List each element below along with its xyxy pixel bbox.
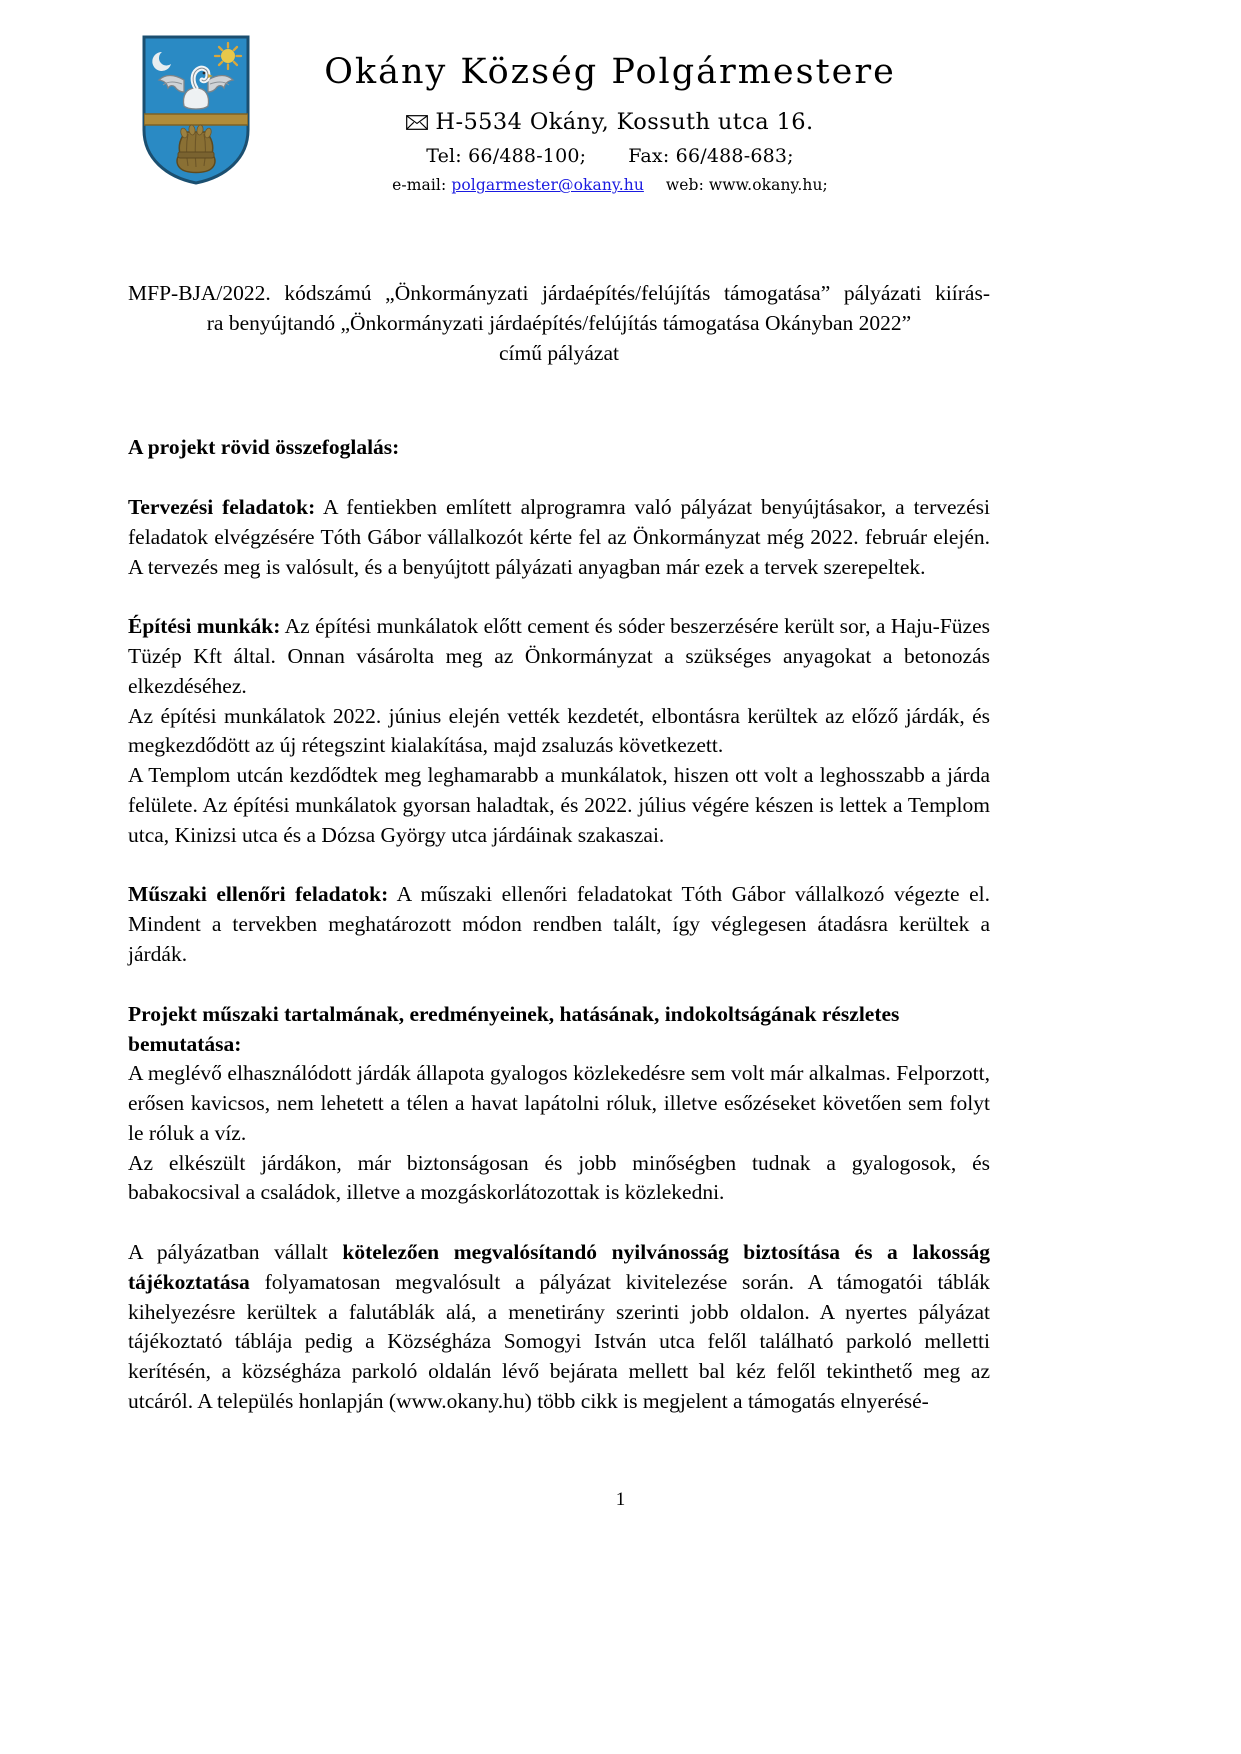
publicity-paragraph — [128, 1238, 990, 1417]
construction-text-1: Az építési munkálatok előtt cement és sóder beszerzésére került sor, a Haju-Füzes Tüzép Kft által. Onnan vásárolta meg az Önkormányzat a szükséges anyagokat a betonozás elkezdéséhez. — [128, 614, 990, 698]
planning-paragraph — [128, 493, 990, 582]
planning-text: A fentiekben említett alprogramra való pályázat benyújtásakor, a tervezési feladatok elvégzésére Tóth Gábor vállalkozót kérte fel az Önkormányzat még 2022. február elején. A tervezés meg is valósult, és a benyújtott pályázati anyagban már ezek a tervek szerepeltek. — [128, 495, 990, 579]
publicity-text: folyamatosan megvalósult a pályázat kivitelezése során. A támogatói táblák kihelyezésre kerültek a falutáblák alá, a menetirány szerinti jobb oldalon. A nyertes pályázat tájékoztató táblája pedig a Községháza Somogyi István utca felől található parkoló melletti kerítésén, a községháza parkoló oldalán lévő bejárata mellett bal kéz felől tekinthető meg az utcáról. A település honlapján (www.okany.hu) több cikk is megjelent a támogatás elnyerésé- — [128, 1269, 990, 1413]
email-web-line — [260, 176, 960, 194]
supervision-paragraph — [128, 880, 990, 969]
technical-heading-line-2: bemutatása: — [128, 1031, 242, 1056]
document-title — [128, 278, 990, 368]
supervision-label: Műszaki ellenőri feladatok: — [128, 882, 389, 907]
supervision-text: A műszaki ellenőri feladatokat Tóth Gábor vállalkozó végezte el. Mindent a tervekben meghatározott módon rendben talált, így véglegesen átadásra kerültek a járdák. — [128, 882, 991, 966]
document-title-line-3: című pályázat — [499, 341, 619, 366]
page-number: 1 — [615, 1489, 626, 1510]
document-title-line-1: MFP-BJA/2022. kódszámú „Önkormányzati járdaépítés/felújítás támogatása” pályázati kiírás- — [128, 281, 990, 305]
envelope-icon — [406, 110, 428, 136]
organization-title: Okány Község Polgármestere — [324, 52, 896, 92]
email-link[interactable]: polgarmester@okany.hu — [451, 176, 644, 195]
crest-container — [0, 34, 260, 186]
letterhead-text — [260, 34, 960, 194]
publicity-prefix: A pályázatban vállalt — [128, 1240, 343, 1265]
email-label: e-mail: — [392, 176, 447, 195]
technical-paragraph-2: Az elkészült járdákon, már biztonságosan és jobb minőségben tudnak a gyalogosok, és babakocsival a családok, illetve a mozgáskorlátozottak is közlekedni. — [128, 1150, 990, 1205]
publicity-bold-1: kötelezően megvalósítandó nyilvánosság biztosítása és a lakosság — [342, 1240, 991, 1265]
technical-paragraph-1: A meglévő elhasználódott járdák állapota gyalogos közlekedésre sem volt már alkalmas. Felporzott, erősen kavicsos, nem lehetett a télen a havat lapátolni róluk, illetve esőzéseket követően sem folyt le róluk a víz. — [128, 1061, 990, 1145]
okany-coat-of-arms-icon — [140, 34, 252, 186]
technical-heading-line-1: Projekt műszaki tartalmának, eredményeinek, hatásának, indokoltságának részletes — [128, 1001, 900, 1026]
address-text: H-5534 Okány, Kossuth utca 16. — [435, 109, 814, 136]
planning-label: Tervezési feladatok: — [128, 495, 316, 520]
fax-text: Fax: 66/488-683; — [628, 145, 794, 168]
construction-paragraph-3: A Templom utcán kezdődtek meg leghamarabb a munkálatok, hiszen ott volt a leghosszabb a járda felülete. Az építési munkálatok gyorsan haladtak, és 2022. július végére készen is lettek a Templom utca, Kinizsi utca és a Dózsa György utca járdáinak szakaszai. — [128, 763, 990, 847]
address-line — [260, 109, 960, 136]
document-body — [128, 278, 990, 1417]
construction-paragraph-2: Az építési munkálatok 2022. június elején vették kezdetét, elbontásra kerültek az előző járdák, és megkezdődött az új rétegszint kialakítása, majd zsaluzás következett. — [128, 703, 990, 758]
document-title-line-2: ra benyújtandó „Önkormányzati járdaépítés/felújítás támogatása Okányban 2022” — [206, 311, 912, 336]
website-text: web: www.okany.hu; — [665, 176, 828, 195]
letterhead — [0, 34, 1241, 194]
construction-paragraph-1 — [128, 612, 990, 701]
construction-label: Építési munkák: — [128, 614, 281, 639]
summary-heading: A projekt rövid összefoglalás: — [128, 435, 400, 460]
telephone-line — [260, 145, 960, 167]
publicity-bold-2: tájékoztatása — [128, 1269, 250, 1294]
telephone-text: Tel: 66/488-100; — [426, 145, 587, 168]
